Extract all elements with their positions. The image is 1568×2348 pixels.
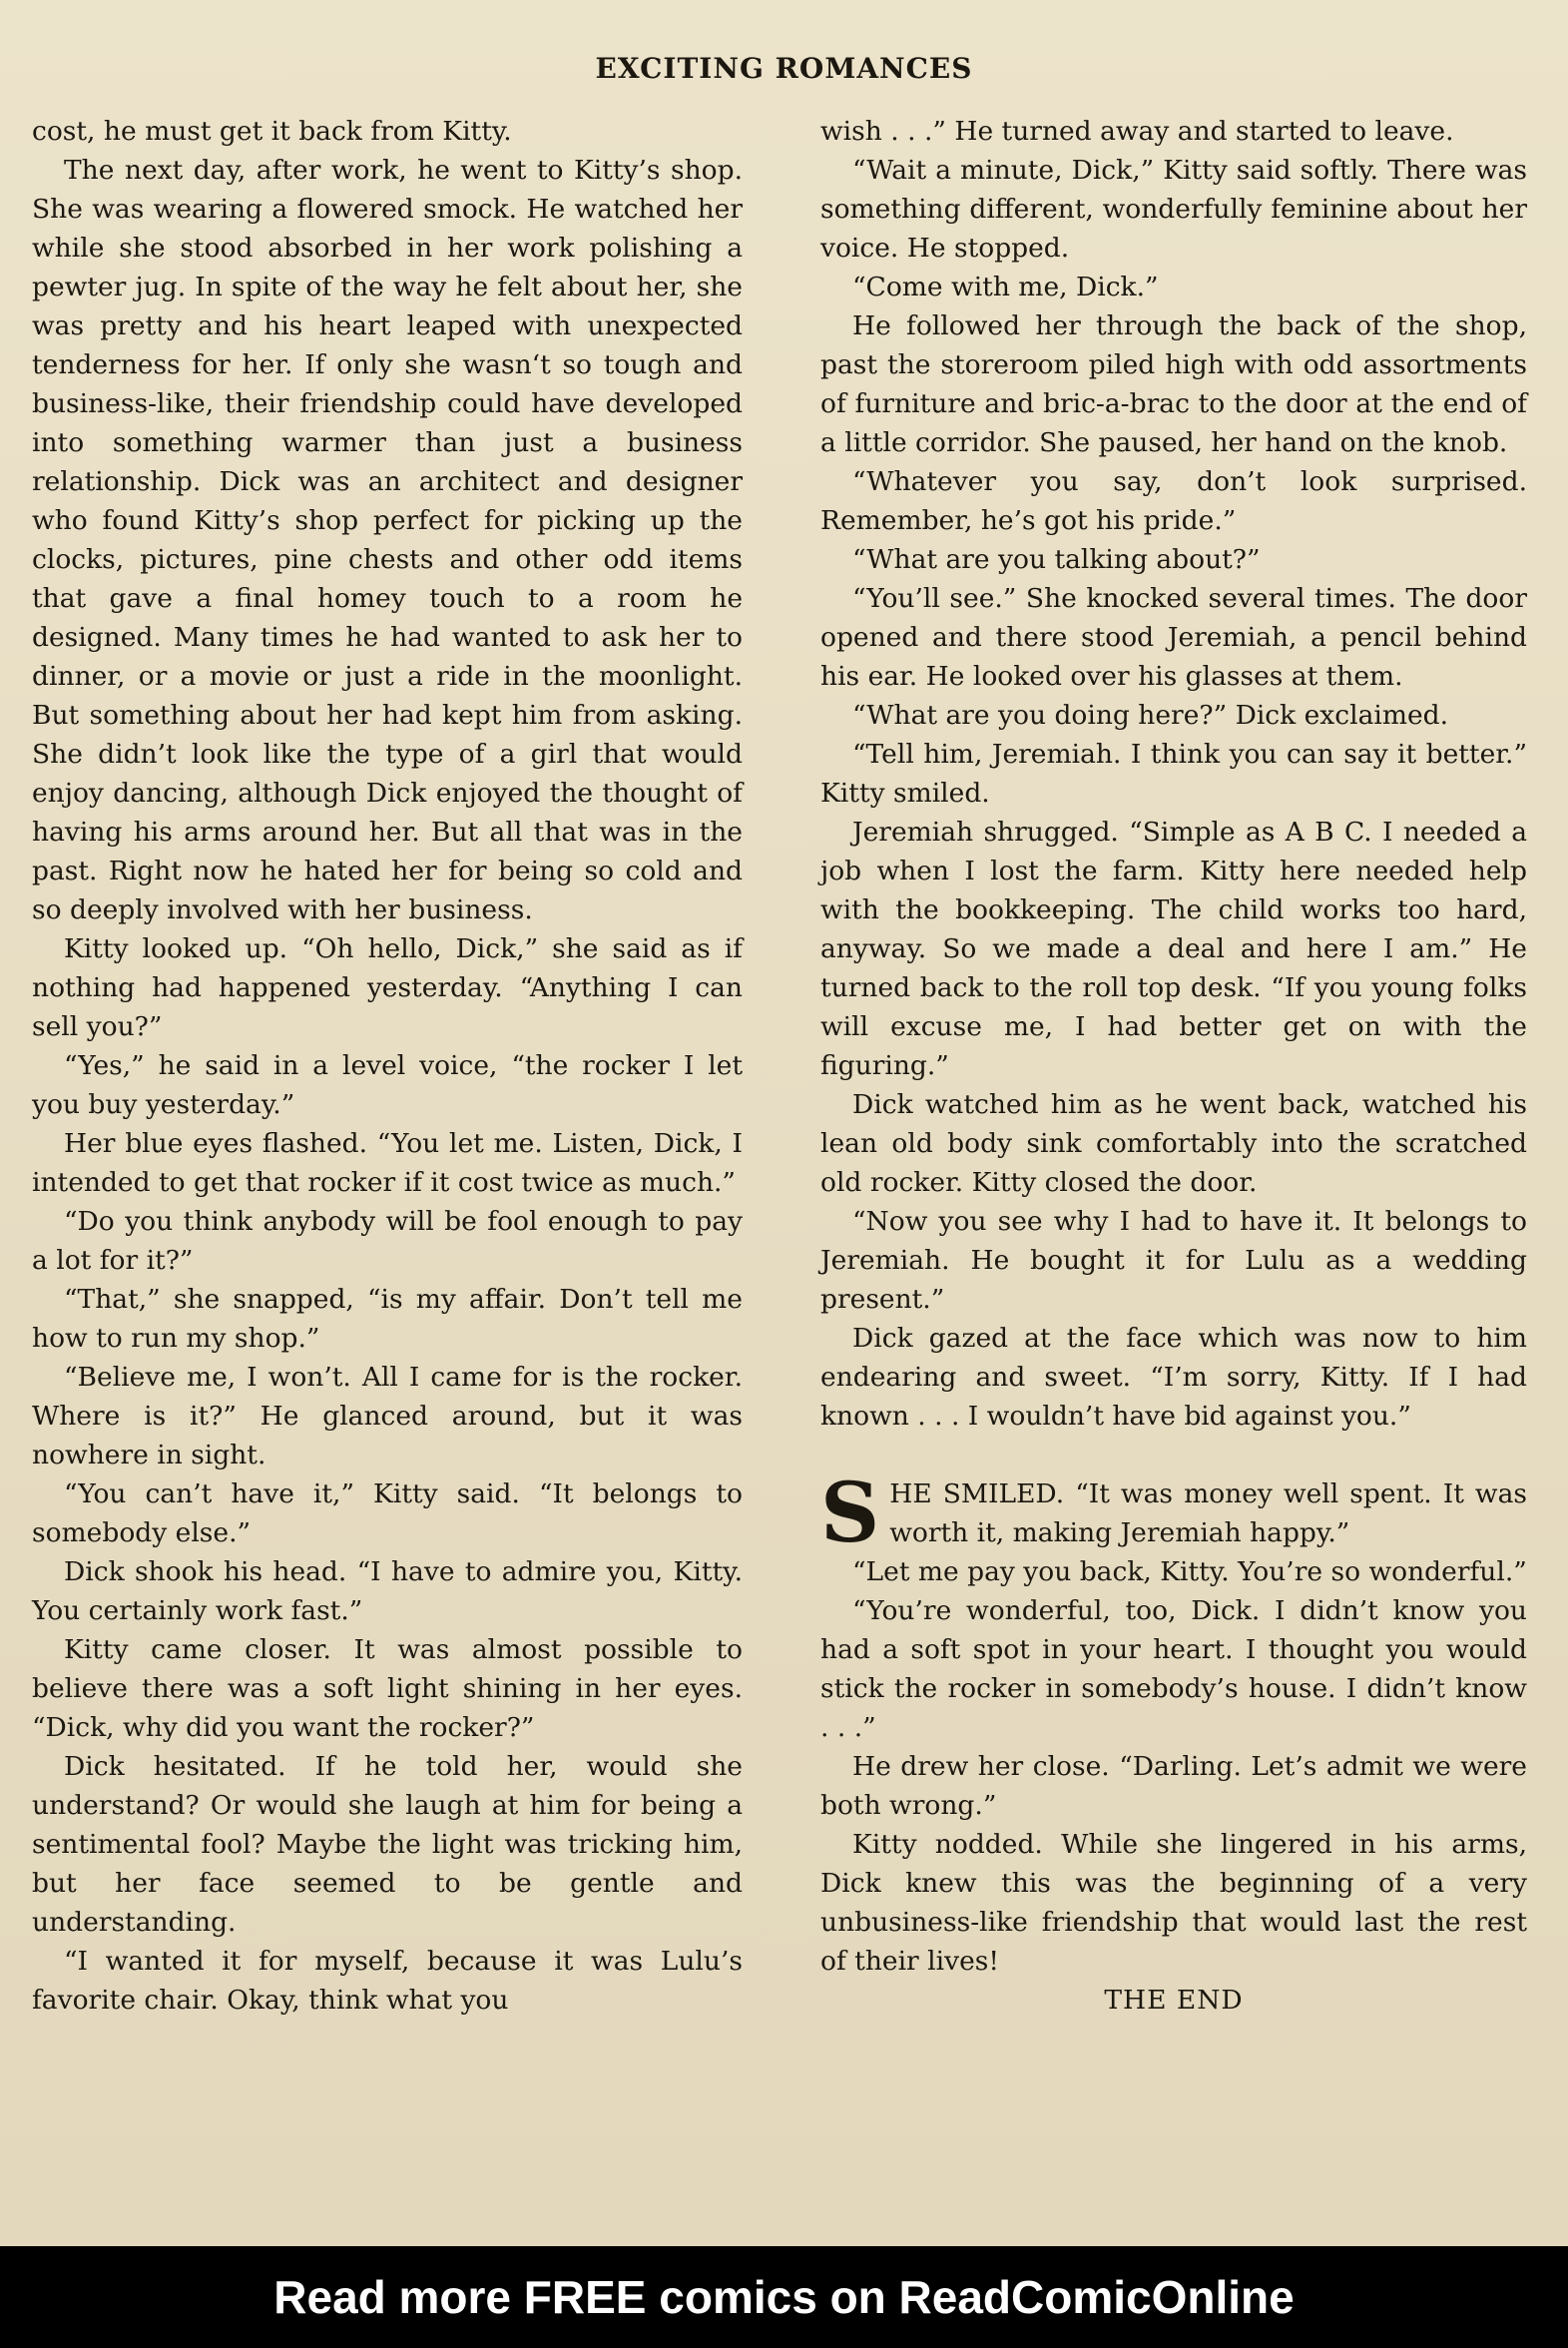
paragraph: “Come with me, Dick.” (852, 272, 1159, 302)
paragraph: “That,” she snapped, “is my affair. Don’t tell me how to run my shop.” (32, 1284, 743, 1354)
the-end: THE END (1104, 1985, 1244, 2016)
section-opening-text: HE SMILED. “It was money well spent. It was worth it, making Jeremiah happy.” (889, 1478, 1527, 1548)
paragraph: “Tell him, Jeremiah. I think you can say it better.” Kitty smiled. (820, 739, 1527, 809)
footer-banner-text[interactable]: Read more FREE comics on ReadComicOnline (273, 2271, 1295, 2323)
left-column (32, 112, 743, 2020)
paragraph: wish . . .” He turned away and started to leave. (820, 116, 1454, 147)
paragraph: “Yes,” he said in a level voice, “the rocker I let you buy yesterday.” (32, 1050, 743, 1120)
footer-banner[interactable] (0, 2246, 1568, 2348)
paragraph: “What are you doing here?” Dick exclaimed. (852, 700, 1449, 731)
paragraph: Jeremiah shrugged. “Simple as A B C. I needed a job when I lost the farm. Kitty here needed help with the bookkeeping. The child works too hard, anyway. So we made a deal and here I am.” He turned back to the roll top desk. “If you young folks will excuse me, I had better get on with the figuring.” (820, 817, 1527, 1081)
paragraph: cost, he must get it back from Kitty. (32, 116, 512, 147)
paragraph: He drew her close. “Darling. Let’s admit we were both wrong.” (820, 1751, 1527, 1821)
paragraph: “What are you talking about?” (852, 544, 1261, 575)
paragraph: Dick watched him as he went back, watched his lean old body sink comfortably into the scratched old rocker. Kitty closed the door. (820, 1089, 1527, 1198)
paragraph: “Wait a minute, Dick,” Kitty said softly. There was something different, wonderfully feminine about her voice. He stopped. (820, 155, 1527, 264)
paragraph: “You can’t have it,” Kitty said. “It belongs to somebody else.” (32, 1478, 743, 1548)
paragraph: Kitty nodded. While she lingered in his arms, Dick knew this was the beginning of a very unbusiness-like friendship that would last the rest of their lives! (820, 1829, 1527, 1977)
page-header: EXCITING ROMANCES (595, 52, 973, 85)
paragraph: Dick hesitated. If he told her, would she understand? Or would she laugh at him for being a sentimental fool? Maybe the light was tricking him, but her face seemed to be gentle and understanding. (32, 1751, 743, 1938)
paragraph: “Whatever you say, don’t look surprised. Remember, he’s got his pride.” (820, 466, 1527, 536)
paragraph: “I wanted it for myself, because it was Lulu’s favorite chair. Okay, think what you (32, 1946, 743, 2016)
paragraph: Dick shook his head. “I have to admire you, Kitty. You certainly work fast.” (32, 1556, 743, 1626)
paragraph: He followed her through the back of the shop, past the storeroom piled high with odd assortments of furniture and bric-a-brac to the door at the end of a little corridor. She paused, her hand on the knob. (820, 310, 1527, 458)
paragraph: “Do you think anybody will be fool enough to pay a lot for it?” (32, 1206, 743, 1276)
paragraph: “Now you see why I had to have it. It belongs to Jeremiah. He bought it for Lulu as a wedding present.” (820, 1206, 1527, 1315)
paragraph: “You’re wonderful, too, Dick. I didn’t know you had a soft spot in your heart. I thought you would stick the rocker in somebody’s house. I didn’t know . . .” (820, 1595, 1527, 1743)
paragraph: “You’ll see.” She knocked several times. The door opened and there stood Jeremiah, a pencil behind his ear. He looked over his glasses at them. (820, 583, 1527, 692)
paragraph: Kitty came closer. It was almost possible to believe there was a soft light shining in her eyes. “Dick, why did you want the rocker?” (32, 1634, 743, 1743)
section-opening (820, 1466, 1527, 1561)
paragraph: Her blue eyes flashed. “You let me. Listen, Dick, I intended to get that rocker if it cost twice as much.” (32, 1128, 743, 1198)
right-column (820, 112, 1527, 2020)
paragraph: Kitty looked up. “Oh hello, Dick,” she said as if nothing had happened yesterday. “Anything I can sell you?” (32, 933, 743, 1042)
paragraph: “Let me pay you back, Kitty. You’re so wonderful.” (852, 1556, 1527, 1587)
paragraph: “Believe me, I won’t. All I came for is the rocker. Where is it?” He glanced around, but it was nowhere in sight. (32, 1362, 743, 1470)
paragraph: Dick gazed at the face which was now to him endearing and sweet. “I’m sorry, Kitty. If I had known . . . I wouldn’t have bid against you.” (820, 1323, 1527, 1432)
paragraph: The next day, after work, he went to Kitty’s shop. She was wearing a flowered smock. He watched her while she stood absorbed in her work polishing a pewter jug. In spite of the way he felt about her, she was pretty and his heart leaped with unexpected tenderness for her. If only she wasn‘t so tough and business-like, their friendship could have developed into something warmer than just a business relationship. Dick was an architect and designer who found Kitty’s shop perfect for picking up the clocks, pictures, pine chests and other odd items that gave a final homey touch to a room he designed. Many times he had wanted to ask her to dinner, or a movie or just a ride in the moonlight. But something about her had kept him from asking. She didn’t look like the type of a girl that would enjoy dancing, although Dick enjoyed the thought of having his arms around her. But all that was in the past. Right now he hated her for being so cold and so deeply involved with her business. (32, 155, 743, 925)
drop-cap: S (820, 1466, 880, 1561)
